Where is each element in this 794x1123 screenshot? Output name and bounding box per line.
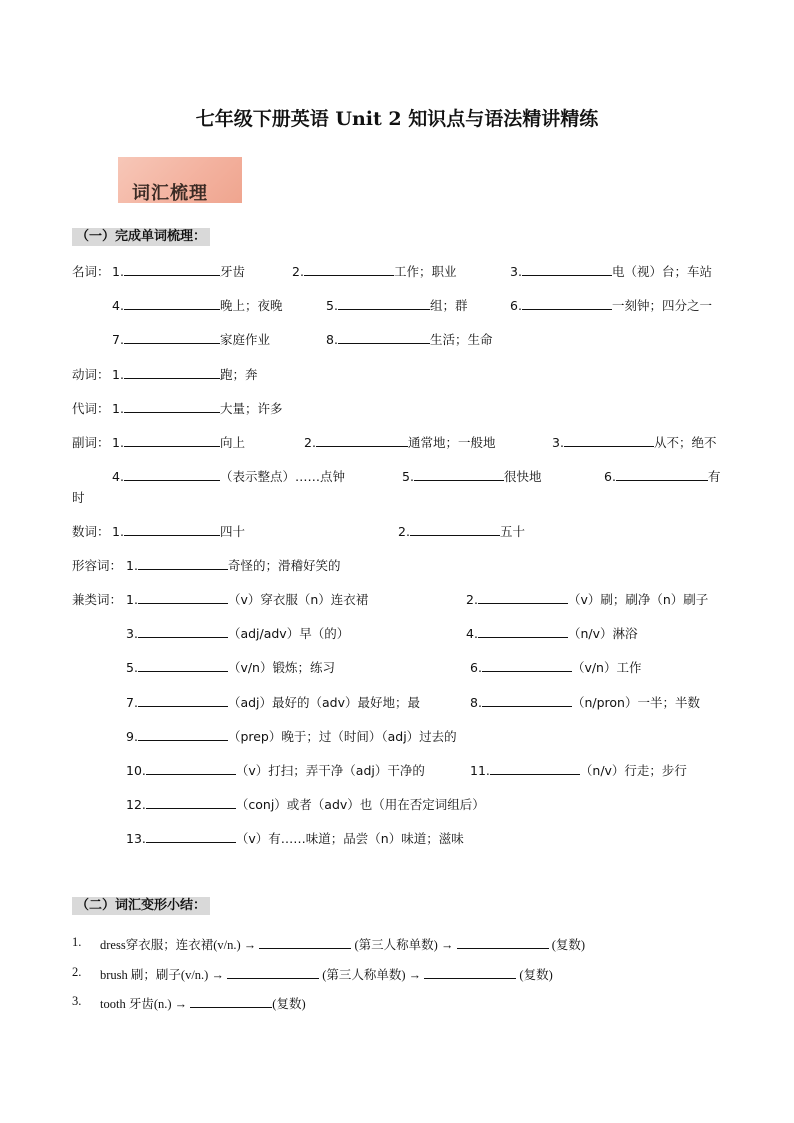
adj-item-1: 1. 奇怪的；滑稽好笑的 bbox=[126, 558, 341, 573]
answer-blank[interactable] bbox=[227, 965, 319, 979]
answer-blank[interactable] bbox=[124, 399, 220, 413]
section-header-2: （二）词汇变形小结： bbox=[72, 897, 210, 915]
answer-blank[interactable] bbox=[522, 262, 612, 276]
answer-blank[interactable] bbox=[616, 467, 708, 481]
answer-blank[interactable] bbox=[138, 727, 228, 741]
answer-blank[interactable] bbox=[124, 467, 220, 481]
page-title: 七年级下册英语 Unit 2 知识点与语法精讲精练 bbox=[195, 108, 599, 130]
answer-blank[interactable] bbox=[138, 658, 228, 672]
answer-blank[interactable] bbox=[138, 624, 228, 638]
section-banner bbox=[118, 157, 242, 203]
answer-blank[interactable] bbox=[490, 761, 580, 775]
multi-item-3: 3. （adj/adv）早（的） bbox=[126, 626, 350, 641]
multi-item-8: 8. （n/pron）一半；半数 bbox=[470, 695, 700, 710]
pron-item-1: 1. 大量；许多 bbox=[112, 401, 283, 416]
adv-item-6: 6. 有 bbox=[604, 469, 721, 484]
answer-blank[interactable] bbox=[138, 693, 228, 707]
adv-item-6-wrap: 时 bbox=[72, 490, 85, 505]
form-row-1: dress穿衣服；连衣裙(v/n.) → (第三人称单数) → (复数) bbox=[100, 935, 585, 953]
noun-label: 名词： bbox=[72, 264, 110, 279]
num-item-1: 1. 四十 bbox=[112, 524, 245, 539]
multi-item-5: 5. （v/n）锻炼；练习 bbox=[126, 660, 335, 675]
multi-item-12: 12. （conj）或者（adv）也（用在否定词组后） bbox=[126, 797, 485, 812]
answer-blank[interactable] bbox=[478, 624, 568, 638]
multi-label: 兼类词： bbox=[72, 592, 123, 607]
noun-item-3: 3. 电（视）台；车站 bbox=[510, 264, 712, 279]
multi-item-6: 6. （v/n）工作 bbox=[470, 660, 642, 675]
noun-item-5: 5. 组；群 bbox=[326, 298, 468, 313]
multi-item-9: 9. （prep）晚于；过（时间）（adj）过去的 bbox=[126, 729, 457, 744]
answer-blank[interactable] bbox=[138, 590, 228, 604]
noun-item-7: 7. 家庭作业 bbox=[112, 332, 270, 347]
verb-item-1: 1. 跑；奔 bbox=[112, 367, 258, 382]
adv-item-3: 3. 从不；绝不 bbox=[552, 435, 717, 450]
multi-item-7: 7. （adj）最好的（adv）最好地；最 bbox=[126, 695, 420, 710]
answer-blank[interactable] bbox=[414, 467, 504, 481]
adv-item-1: 1. 向上 bbox=[112, 435, 245, 450]
multi-item-10: 10. （v）打扫；弄干净（adj）干净的 bbox=[126, 763, 425, 778]
noun-item-4: 4. 晚上；夜晚 bbox=[112, 298, 283, 313]
section-header-1: （一）完成单词梳理： bbox=[72, 228, 210, 246]
num-item-2: 2. 五十 bbox=[398, 524, 525, 539]
answer-blank[interactable] bbox=[146, 795, 236, 809]
answer-blank[interactable] bbox=[259, 935, 351, 949]
form-row-1-num: 1. bbox=[72, 935, 82, 949]
answer-blank[interactable] bbox=[338, 296, 430, 310]
answer-blank[interactable] bbox=[522, 296, 612, 310]
answer-blank[interactable] bbox=[424, 965, 516, 979]
answer-blank[interactable] bbox=[482, 693, 572, 707]
num-label: 数词： bbox=[72, 524, 110, 539]
form-row-3-num: 3. bbox=[72, 994, 82, 1008]
answer-blank[interactable] bbox=[316, 433, 408, 447]
multi-item-1: 1. （v）穿衣服（n）连衣裙 bbox=[126, 592, 369, 607]
noun-item-8: 8. 生活；生命 bbox=[326, 332, 493, 347]
answer-blank[interactable] bbox=[482, 658, 572, 672]
answer-blank[interactable] bbox=[564, 433, 654, 447]
answer-blank[interactable] bbox=[138, 556, 228, 570]
answer-blank[interactable] bbox=[304, 262, 394, 276]
answer-blank[interactable] bbox=[124, 296, 220, 310]
answer-blank[interactable] bbox=[410, 522, 500, 536]
noun-item-2: 2. 工作；职业 bbox=[292, 264, 457, 279]
answer-blank[interactable] bbox=[457, 935, 549, 949]
answer-blank[interactable] bbox=[190, 994, 272, 1008]
answer-blank[interactable] bbox=[478, 590, 568, 604]
multi-item-2: 2. （v）刷；刷净（n）刷子 bbox=[466, 592, 709, 607]
pron-label: 代词： bbox=[72, 401, 110, 416]
form-row-2-num: 2. bbox=[72, 965, 82, 979]
adv-item-2: 2. 通常地；一般地 bbox=[304, 435, 496, 450]
noun-item-1: 1. 牙齿 bbox=[112, 264, 245, 279]
noun-item-6: 6. 一刻钟；四分之一 bbox=[510, 298, 712, 313]
answer-blank[interactable] bbox=[124, 262, 220, 276]
multi-item-13: 13. （v）有……味道；品尝（n）味道；滋味 bbox=[126, 831, 464, 846]
answer-blank[interactable] bbox=[124, 330, 220, 344]
answer-blank[interactable] bbox=[124, 522, 220, 536]
adv-item-4: 4. （表示整点）……点钟 bbox=[112, 469, 345, 484]
adv-item-5: 5. 很快地 bbox=[402, 469, 542, 484]
banner-label: 词汇梳理 bbox=[132, 183, 208, 204]
answer-blank[interactable] bbox=[338, 330, 430, 344]
multi-item-4: 4. （n/v）淋浴 bbox=[466, 626, 638, 641]
answer-blank[interactable] bbox=[146, 829, 236, 843]
verb-label: 动词： bbox=[72, 367, 110, 382]
answer-blank[interactable] bbox=[124, 433, 220, 447]
form-row-3: tooth 牙齿(n.) → (复数) bbox=[100, 994, 306, 1012]
form-row-2: brush 刷；刷子(v/n.) → (第三人称单数) → (复数) bbox=[100, 965, 553, 983]
answer-blank[interactable] bbox=[146, 761, 236, 775]
adj-label: 形容词： bbox=[72, 558, 123, 573]
multi-item-11: 11. （n/v）行走；步行 bbox=[470, 763, 687, 778]
answer-blank[interactable] bbox=[124, 365, 220, 379]
adv-label: 副词： bbox=[72, 435, 110, 450]
